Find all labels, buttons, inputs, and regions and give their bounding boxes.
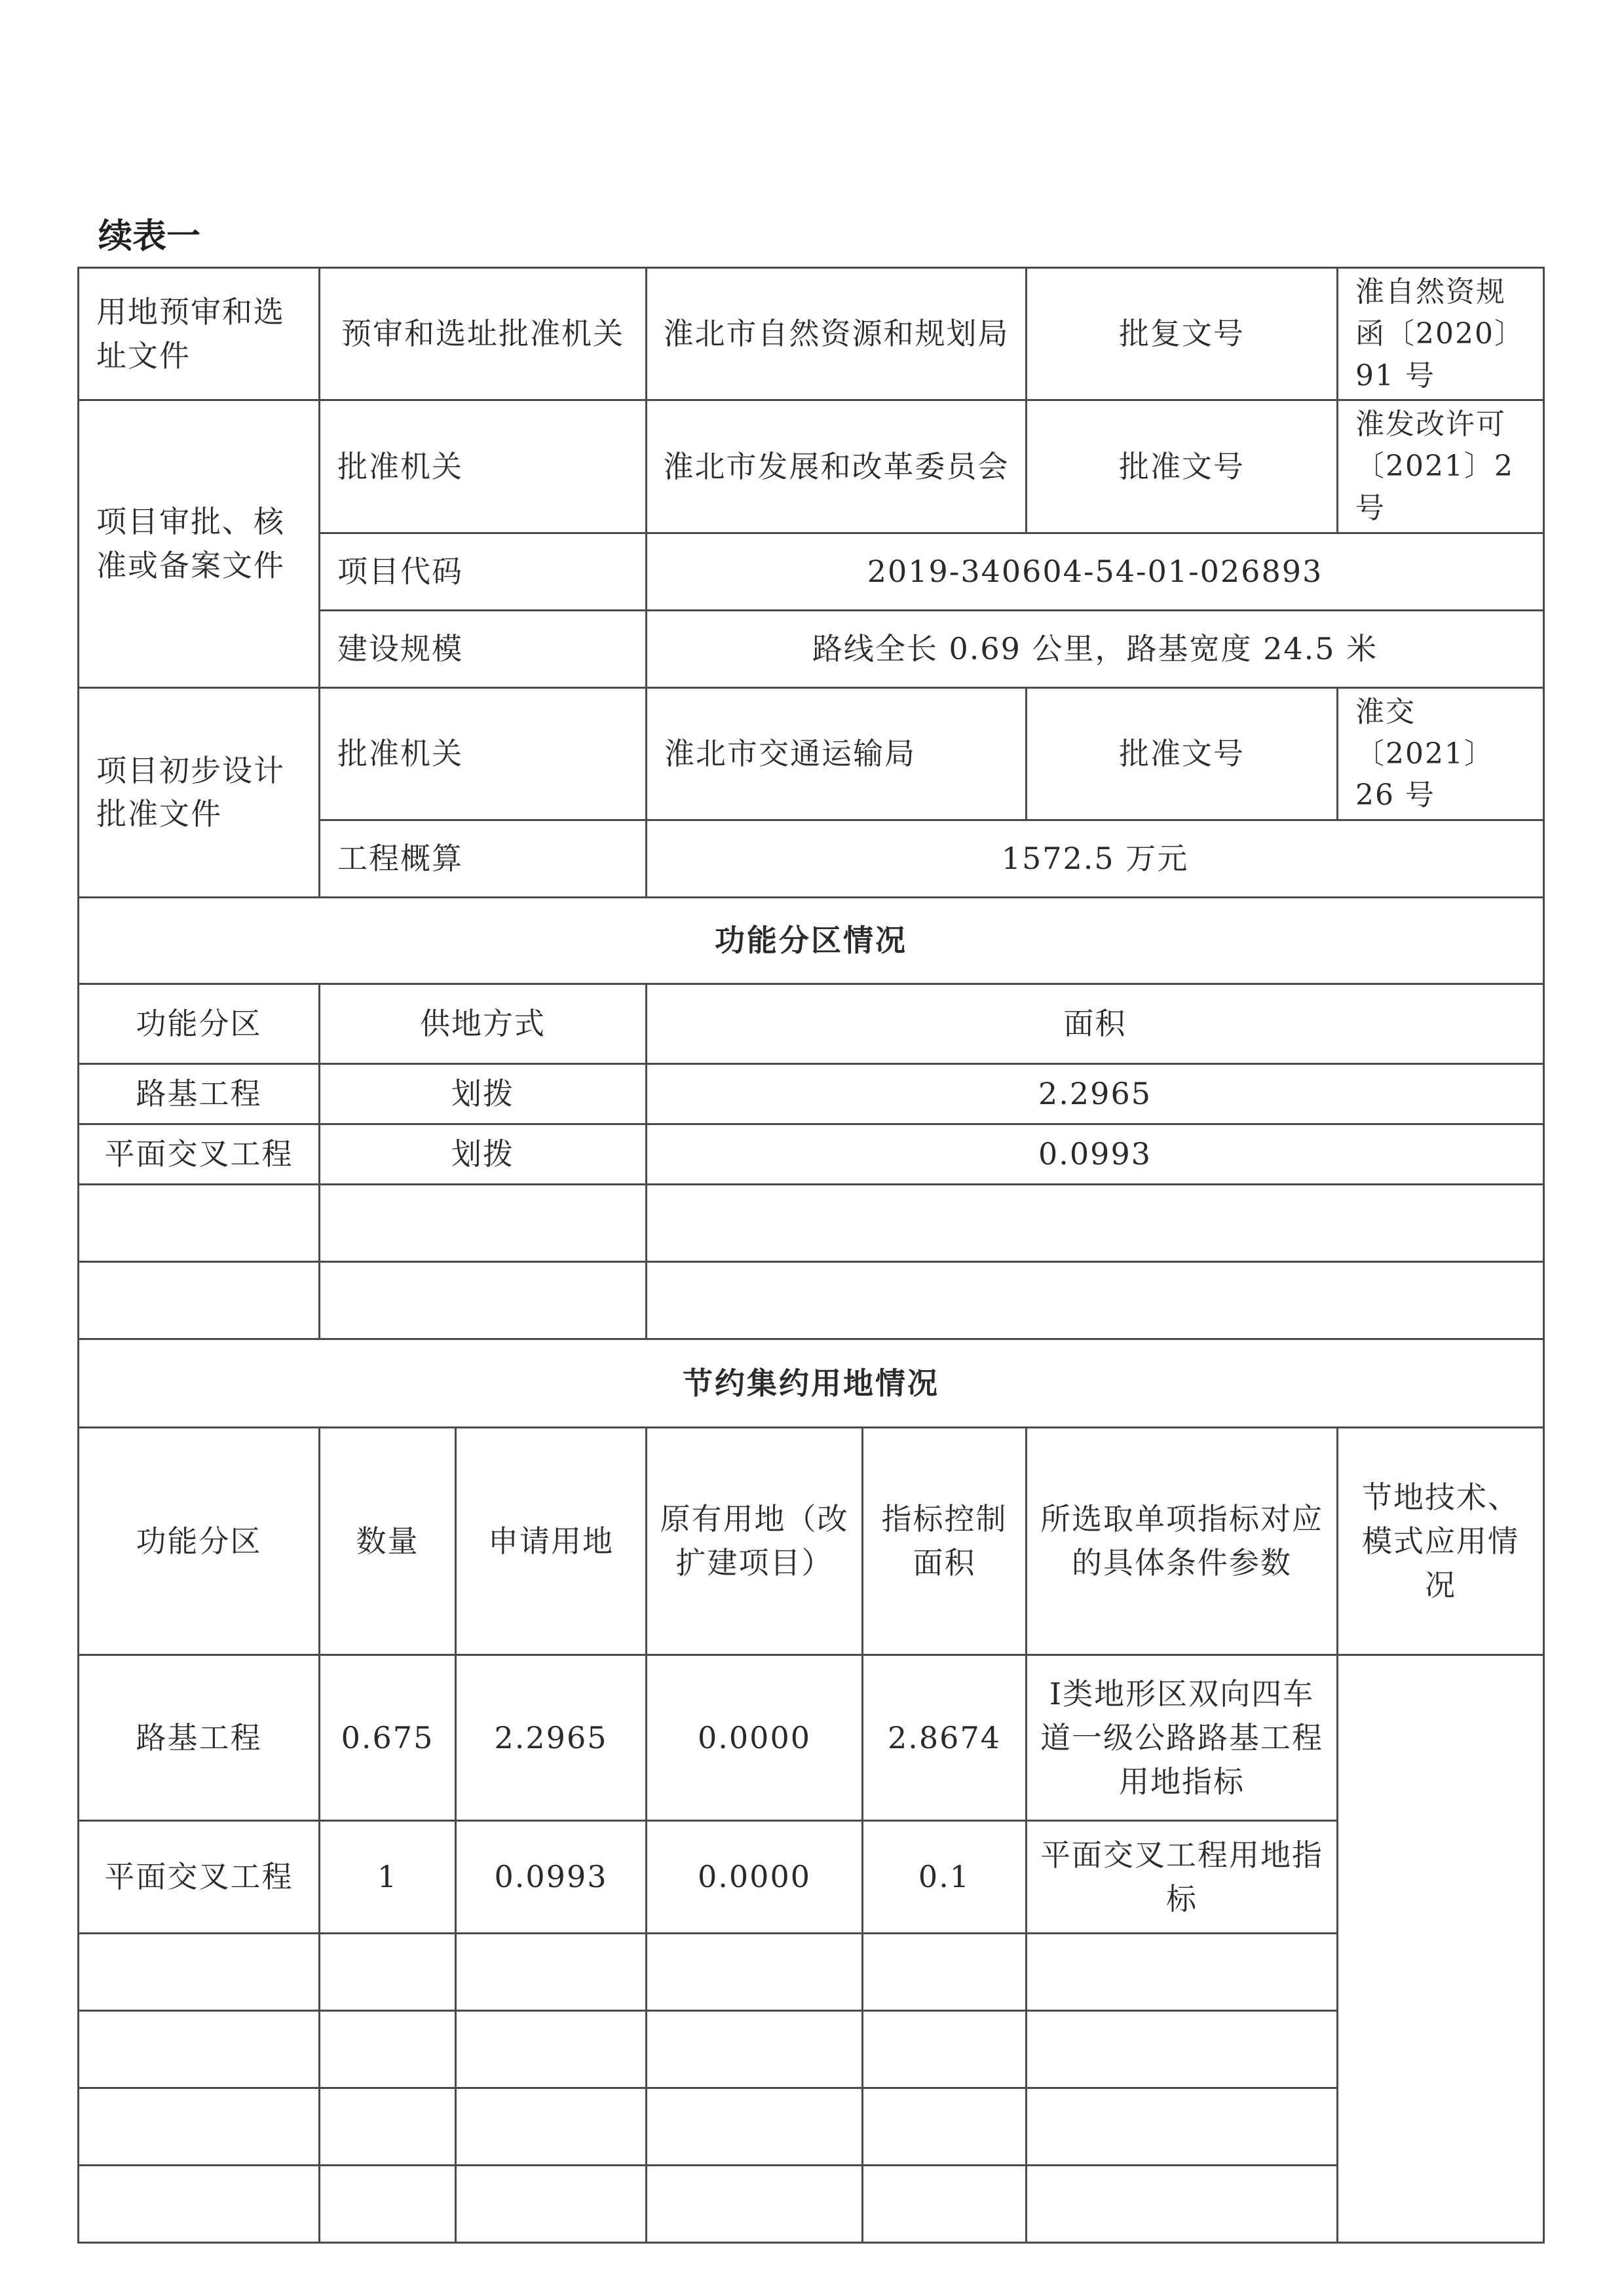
approval-docno: 淮发改许可〔2021〕2 号 [1338, 400, 1544, 533]
page-heading: 续表一 [98, 217, 201, 256]
zoning-col-supply: 供地方式 [320, 984, 647, 1064]
approval-docs-row [79, 400, 1544, 533]
saving-qty-cell [320, 1934, 456, 2011]
site-docs-docno: 淮自然资规函〔2020〕91 号 [1338, 268, 1544, 400]
saving-header-row [79, 1428, 1544, 1655]
saving-title: 节约集约用地情况 [79, 1339, 1544, 1428]
zoning-row [79, 1262, 1544, 1339]
saving-index-area-cell [863, 2088, 1027, 2166]
design-authority: 淮北市交通运输局 [647, 687, 1027, 820]
approval-authority-label: 批准机关 [320, 400, 647, 533]
saving-col-conditions: 所选取单项指标对应的具体条件参数 [1027, 1428, 1338, 1655]
zoning-row [79, 1124, 1544, 1185]
saving-index-area-cell: 2.8674 [863, 1655, 1027, 1821]
saving-row [79, 2166, 1544, 2243]
saving-original-cell [647, 2166, 863, 2243]
saving-original-cell: 0.0000 [647, 1655, 863, 1821]
saving-qty-cell: 1 [320, 1821, 456, 1934]
saving-applied-cell: 2.2965 [456, 1655, 647, 1821]
saving-original-cell [647, 2088, 863, 2166]
saving-applied-cell: 0.0993 [456, 1821, 647, 1934]
approval-docno-label: 批准文号 [1027, 400, 1338, 533]
saving-index-area-cell [863, 2011, 1027, 2088]
zoning-area-cell [647, 1185, 1544, 1262]
project-scale-label: 建设规模 [320, 610, 647, 687]
design-docno: 淮交〔2021〕26 号 [1338, 687, 1544, 820]
land-use-table [77, 267, 1545, 2244]
design-docs-row [79, 687, 1544, 820]
saving-zone-cell: 平面交叉工程 [79, 1821, 320, 1934]
zoning-row [79, 1185, 1544, 1262]
site-docs-label: 用地预审和选址文件 [79, 268, 320, 400]
saving-conditions-cell [1027, 2166, 1338, 2243]
saving-zone-cell [79, 2011, 320, 2088]
budget-label: 工程概算 [320, 820, 647, 898]
saving-applied-cell [456, 2011, 647, 2088]
saving-qty-cell: 0.675 [320, 1655, 456, 1821]
saving-conditions-cell [1027, 2088, 1338, 2166]
saving-col-qty: 数量 [320, 1428, 456, 1655]
saving-col-zone: 功能分区 [79, 1428, 320, 1655]
saving-row [79, 1821, 1544, 1934]
saving-row [79, 2011, 1544, 2088]
saving-qty-cell [320, 2088, 456, 2166]
zoning-area-cell [647, 1262, 1544, 1339]
saving-row [79, 1655, 1544, 1821]
site-docs-row [79, 268, 1544, 400]
zoning-area-cell: 0.0993 [647, 1124, 1544, 1185]
project-code-label: 项目代码 [320, 533, 647, 610]
zoning-zone-cell [79, 1185, 320, 1262]
saving-technique-cell [1338, 1655, 1544, 2243]
zoning-supply-cell [320, 1185, 647, 1262]
saving-qty-cell [320, 2011, 456, 2088]
design-docs-label: 项目初步设计批准文件 [79, 687, 320, 897]
saving-index-area-cell [863, 1934, 1027, 2011]
site-docs-docno-label: 批复文号 [1027, 268, 1338, 400]
zoning-col-area: 面积 [647, 984, 1544, 1064]
saving-col-original: 原有用地（改扩建项目） [647, 1428, 863, 1655]
saving-conditions-cell [1027, 2011, 1338, 2088]
saving-index-area-cell: 0.1 [863, 1821, 1027, 1934]
saving-original-cell [647, 1934, 863, 2011]
design-docno-label: 批准文号 [1027, 687, 1338, 820]
saving-conditions-cell: Ⅰ类地形区双向四车道一级公路路基工程用地指标 [1027, 1655, 1338, 1821]
zoning-header-row [79, 984, 1544, 1064]
saving-col-index-area: 指标控制面积 [863, 1428, 1027, 1655]
zoning-zone-cell: 平面交叉工程 [79, 1124, 320, 1185]
zoning-zone-cell [79, 1262, 320, 1339]
approval-docs-label: 项目审批、核准或备案文件 [79, 400, 320, 687]
site-docs-authority: 淮北市自然资源和规划局 [647, 268, 1027, 400]
saving-zone-cell [79, 2166, 320, 2243]
saving-title-row [79, 1339, 1544, 1428]
saving-zone-cell [79, 1934, 320, 2011]
zoning-col-zone: 功能分区 [79, 984, 320, 1064]
zoning-title-row [79, 898, 1544, 984]
zoning-row [79, 1064, 1544, 1124]
zoning-supply-cell [320, 1262, 647, 1339]
project-code: 2019-340604-54-01-026893 [647, 533, 1544, 610]
saving-zone-cell: 路基工程 [79, 1655, 320, 1821]
saving-original-cell: 0.0000 [647, 1821, 863, 1934]
design-authority-label: 批准机关 [320, 687, 647, 820]
saving-col-technique: 节地技术、模式应用情况 [1338, 1428, 1544, 1655]
saving-applied-cell [456, 2166, 647, 2243]
saving-applied-cell [456, 1934, 647, 2011]
saving-original-cell [647, 2011, 863, 2088]
zoning-area-cell: 2.2965 [647, 1064, 1544, 1124]
budget-value: 1572.5 万元 [647, 820, 1544, 898]
zoning-supply-cell: 划拨 [320, 1064, 647, 1124]
saving-applied-cell [456, 2088, 647, 2166]
saving-conditions-cell: 平面交叉工程用地指标 [1027, 1821, 1338, 1934]
zoning-zone-cell: 路基工程 [79, 1064, 320, 1124]
zoning-supply-cell: 划拨 [320, 1124, 647, 1185]
saving-qty-cell [320, 2166, 456, 2243]
approval-authority: 淮北市发展和改革委员会 [647, 400, 1027, 533]
saving-row [79, 1934, 1544, 2011]
saving-conditions-cell [1027, 1934, 1338, 2011]
saving-zone-cell [79, 2088, 320, 2166]
saving-col-applied: 申请用地 [456, 1428, 647, 1655]
zoning-title: 功能分区情况 [79, 898, 1544, 984]
site-docs-authority-label: 预审和选址批准机关 [320, 268, 647, 400]
project-scale: 路线全长 0.69 公里，路基宽度 24.5 米 [647, 610, 1544, 687]
saving-index-area-cell [863, 2166, 1027, 2243]
saving-row [79, 2088, 1544, 2166]
